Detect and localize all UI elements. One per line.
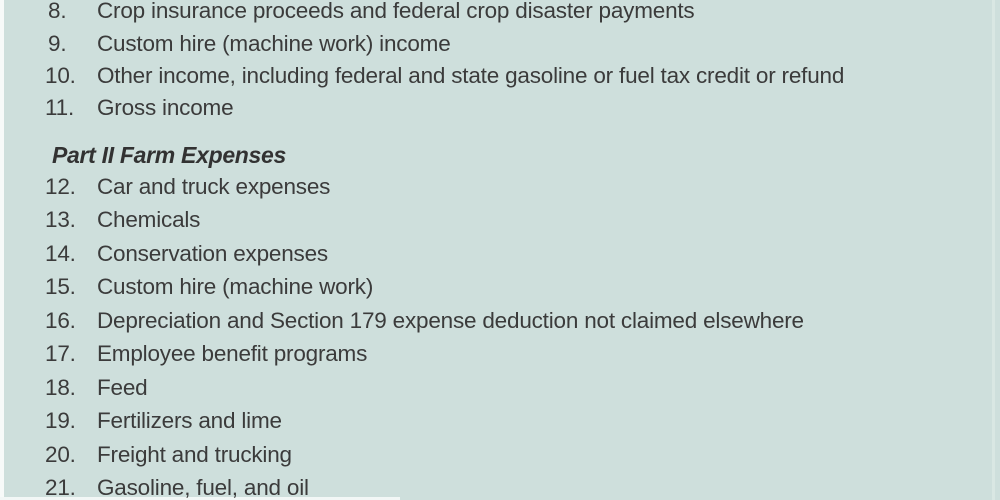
item-number: 12. — [45, 173, 76, 199]
item-text: Crop insurance proceeds and federal crop disaster payments — [97, 0, 695, 24]
expense-items-list — [0, 170, 1000, 500]
list-item — [0, 438, 1000, 472]
list-item — [0, 60, 1000, 92]
item-number: 11. — [45, 95, 75, 121]
part2-section-heading: Part II Farm Expenses — [52, 141, 287, 168]
item-number: 9. — [48, 30, 67, 56]
list-item — [0, 0, 1000, 27]
item-number: 21. — [45, 475, 76, 500]
item-text: Gasoline, fuel, and oil — [97, 475, 309, 500]
item-number: 13. — [45, 207, 76, 233]
list-item — [0, 92, 1000, 124]
list-item — [0, 271, 1000, 305]
item-number: 10. — [45, 62, 76, 88]
item-number: 15. — [45, 274, 76, 300]
item-text: Other income, including federal and state gasoline or fuel tax credit or refund — [97, 62, 845, 88]
list-item — [0, 371, 1000, 405]
item-number: 20. — [45, 441, 76, 467]
item-number: 14. — [45, 240, 76, 266]
item-text: Chemicals — [97, 207, 201, 233]
list-item — [0, 237, 1000, 271]
list-item — [0, 27, 1000, 59]
item-number: 8. — [48, 0, 67, 24]
list-item — [0, 204, 1000, 238]
item-text: Employee benefit programs — [97, 341, 368, 367]
item-text: Depreciation and Section 179 expense deduction not claimed elsewhere — [97, 307, 804, 333]
income-items-list — [0, 0, 1000, 125]
list-item — [0, 472, 1000, 500]
item-number: 19. — [45, 408, 76, 434]
list-item — [0, 338, 1000, 372]
item-text: Fertilizers and lime — [97, 408, 282, 434]
item-text: Freight and trucking — [97, 441, 292, 467]
list-item — [0, 304, 1000, 338]
item-number: 18. — [45, 374, 76, 400]
item-number: 16. — [45, 307, 76, 333]
item-text: Gross income — [97, 95, 234, 121]
item-text: Custom hire (machine work) income — [97, 30, 451, 56]
list-item — [0, 170, 1000, 204]
list-item — [0, 405, 1000, 439]
item-text: Feed — [97, 374, 148, 400]
item-text: Conservation expenses — [97, 240, 328, 266]
item-text: Custom hire (machine work) — [97, 274, 374, 300]
item-number: 17. — [45, 341, 76, 367]
item-text: Car and truck expenses — [97, 173, 331, 199]
